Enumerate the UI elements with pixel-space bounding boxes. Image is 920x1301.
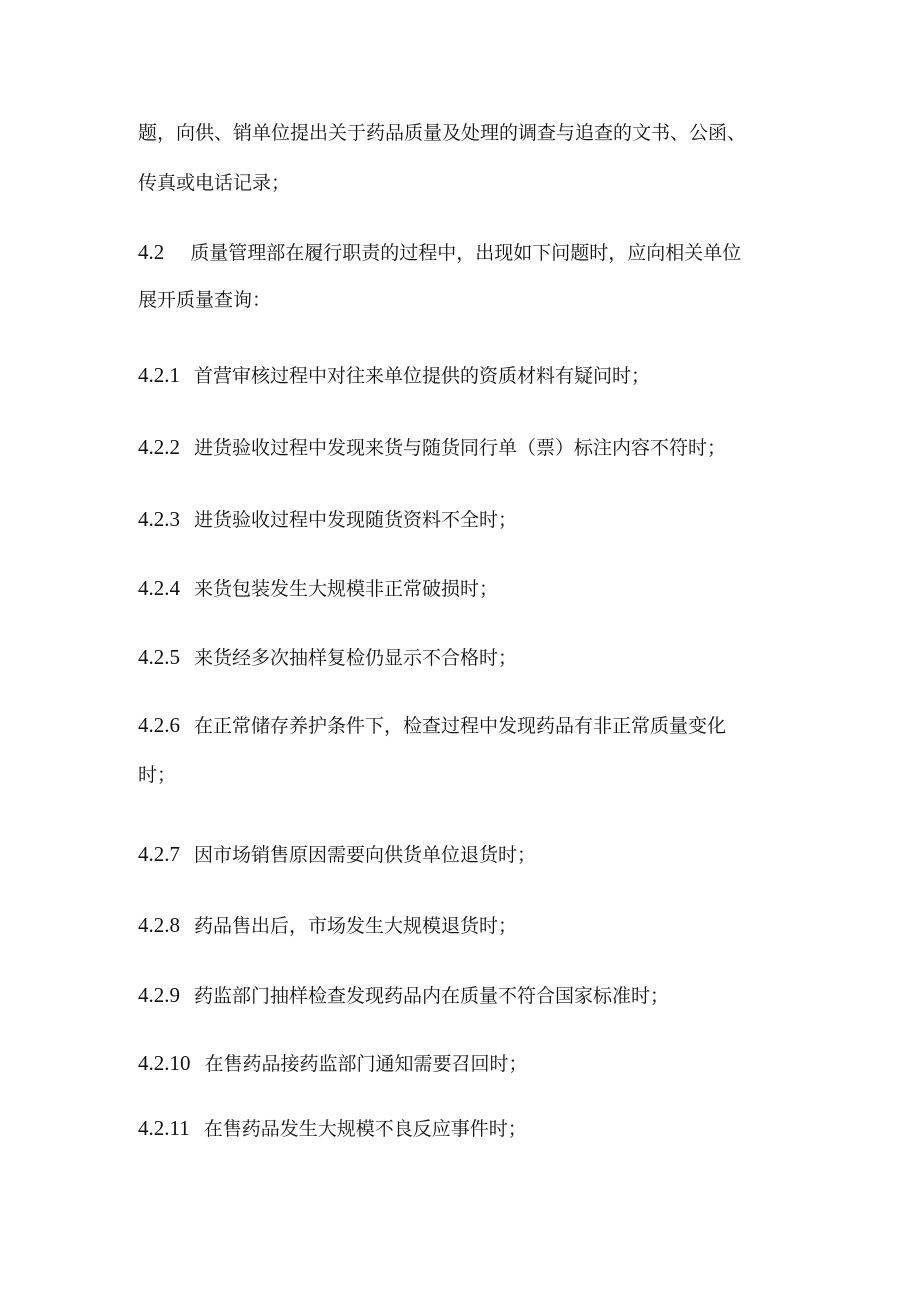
item-number: 4.2.10 bbox=[138, 1051, 191, 1075]
section-4-2-number: 4.2 bbox=[138, 240, 165, 264]
item-text: 在售药品接药监部门通知需要召回时； bbox=[204, 1053, 528, 1075]
item-text: 来货经多次抽样复检仍显示不合格时； bbox=[194, 647, 518, 669]
list-item-4-2-2 bbox=[138, 435, 788, 460]
item-number: 4.2.9 bbox=[138, 983, 180, 1007]
item-text: 药监部门抽样检查发现药品内在质量不符合国家标准时； bbox=[194, 985, 670, 1007]
item-text: 药品售出后，市场发生大规模退货时； bbox=[194, 915, 518, 937]
section-4-2-line-2 bbox=[138, 288, 788, 312]
item-text: 因市场销售原因需要向供货单位退货时； bbox=[194, 844, 537, 866]
section-4-2-text-1: 质量管理部在履行职责的过程中，出现如下问题时，应向相关单位 bbox=[190, 242, 742, 264]
list-item-4-2-6-continuation bbox=[138, 763, 788, 787]
item-number: 4.2.6 bbox=[138, 713, 180, 737]
item-text: 进货验收过程中发现随货资料不全时； bbox=[194, 509, 518, 531]
item-text: 首营审核过程中对往来单位提供的资质材料有疑问时； bbox=[194, 365, 651, 387]
list-item-4-2-10 bbox=[138, 1051, 788, 1076]
section-4-2-line-1 bbox=[138, 240, 788, 265]
list-item-4-2-4 bbox=[138, 576, 788, 601]
section-4-2-text-2: 展开质量查询： bbox=[138, 289, 272, 311]
item-text: 进货验收过程中发现来货与随货同行单（票）标注内容不符时； bbox=[194, 437, 727, 459]
intro-line-1 bbox=[138, 121, 788, 145]
intro-line-2 bbox=[138, 171, 788, 195]
item-number: 4.2.8 bbox=[138, 913, 180, 937]
list-item-4-2-11 bbox=[138, 1116, 788, 1141]
item-number: 4.2.4 bbox=[138, 576, 180, 600]
item-number: 4.2.1 bbox=[138, 363, 180, 387]
item-number: 4.2.11 bbox=[138, 1116, 190, 1140]
list-item-4-2-5 bbox=[138, 645, 788, 670]
item-text-continuation: 时； bbox=[138, 764, 177, 786]
item-number: 4.2.3 bbox=[138, 507, 180, 531]
list-item-4-2-8 bbox=[138, 913, 788, 938]
item-text: 来货包装发生大规模非正常破损时； bbox=[194, 578, 499, 600]
intro-line-2-text: 传真或电话记录； bbox=[138, 172, 291, 194]
list-item-4-2-6 bbox=[138, 713, 788, 738]
list-item-4-2-7 bbox=[138, 842, 788, 867]
item-number: 4.2.5 bbox=[138, 645, 180, 669]
item-text: 在售药品发生大规模不良反应事件时； bbox=[203, 1118, 527, 1140]
item-number: 4.2.7 bbox=[138, 842, 180, 866]
list-item-4-2-1 bbox=[138, 363, 788, 388]
list-item-4-2-9 bbox=[138, 983, 788, 1008]
list-item-4-2-3 bbox=[138, 507, 788, 532]
intro-line-1-text: 题，向供、销单位提出关于药品质量及处理的调查与追查的文书、公函、 bbox=[138, 122, 747, 144]
item-text: 在正常储存养护条件下，检查过程中发现药品有非正常质量变化 bbox=[194, 715, 727, 737]
item-number: 4.2.2 bbox=[138, 435, 180, 459]
